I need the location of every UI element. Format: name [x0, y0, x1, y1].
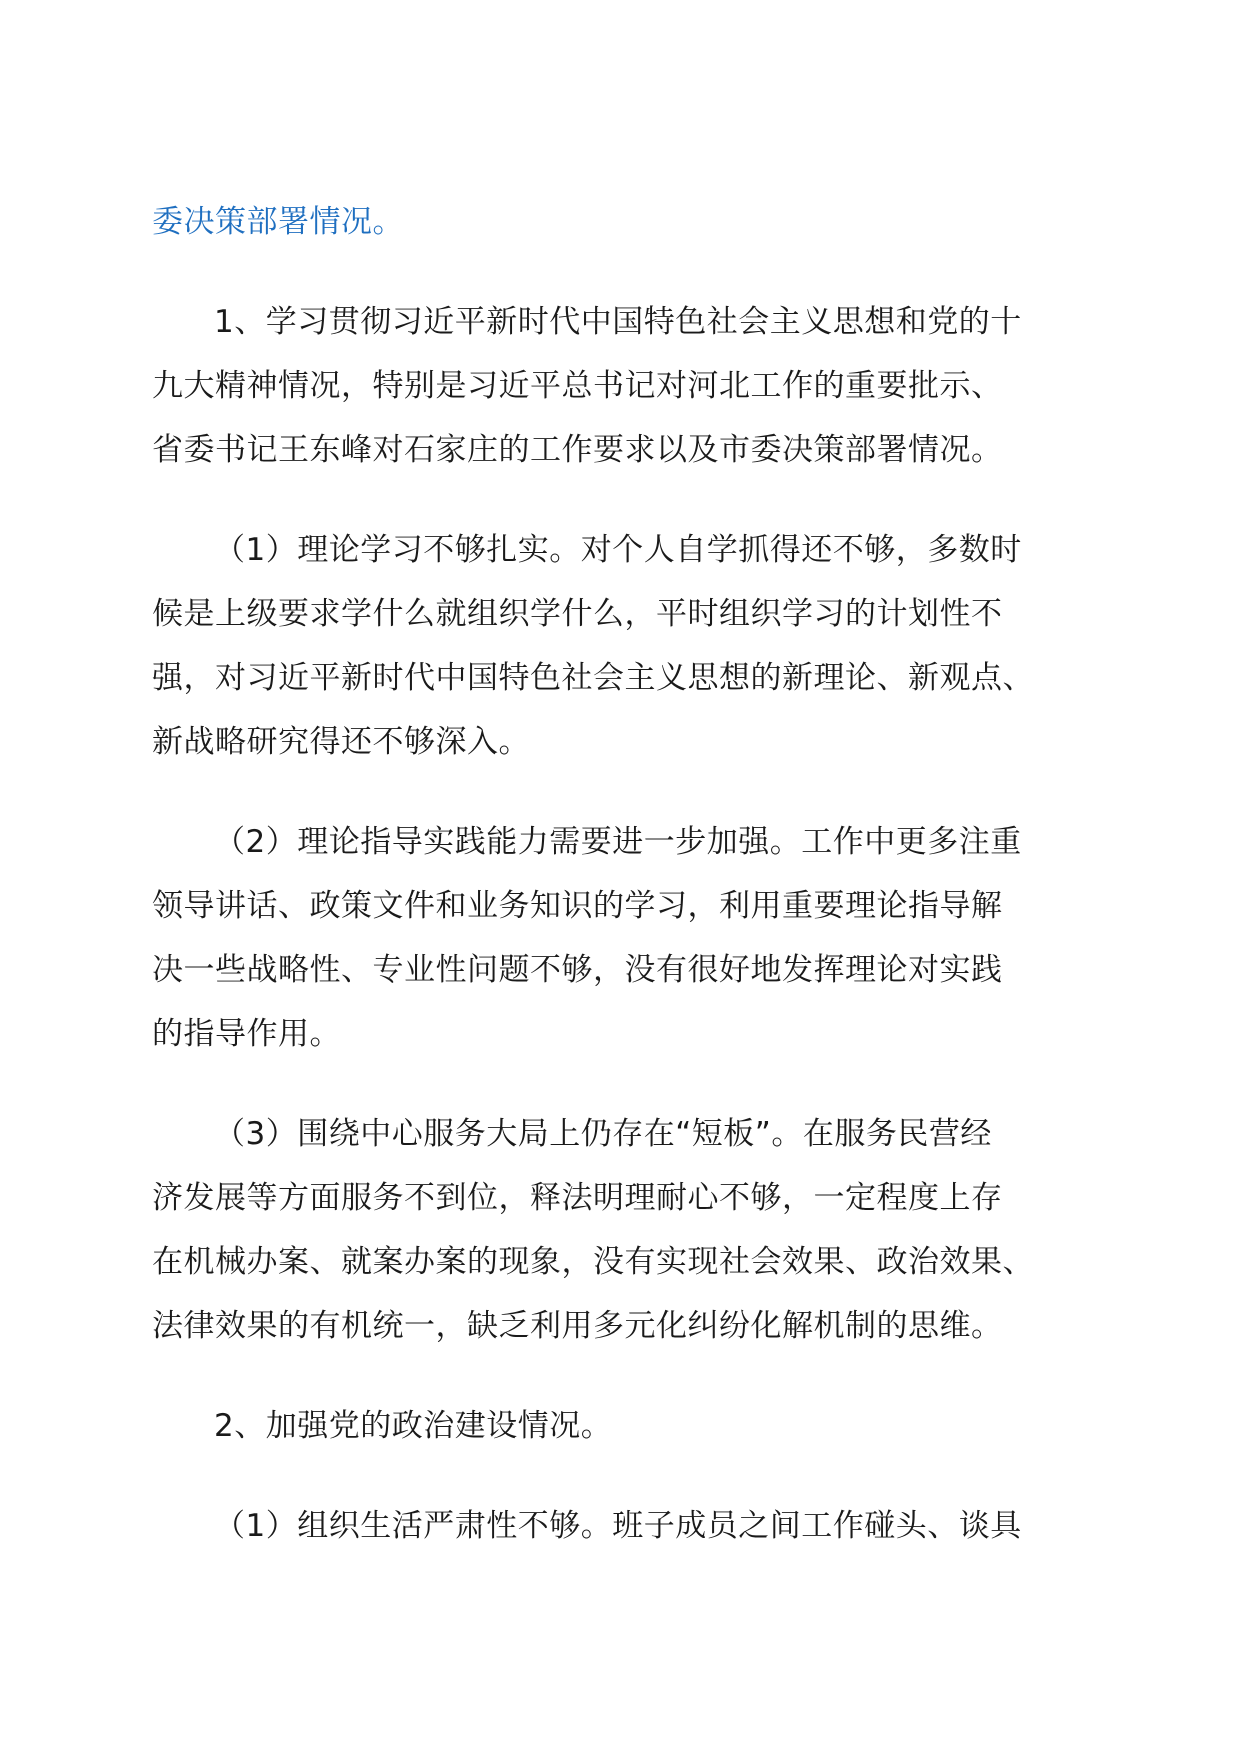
- paragraph-line: 法律效果的有机统一，缺乏利用多元化纠纷化解机制的思维。: [152, 1308, 1003, 1344]
- paragraph-line: 强，对习近平新时代中国特色社会主义思想的新理论、新观点、: [152, 660, 1034, 696]
- paragraph-gap: [152, 1458, 1102, 1494]
- paragraph-1-3: [152, 1102, 1102, 1358]
- paragraph-gap: [152, 774, 1102, 810]
- paragraph-line: 在机械办案、就案办案的现象，没有实现社会效果、政治效果、: [152, 1244, 1034, 1280]
- paragraph-line: 新战略研究得还不够深入。: [152, 724, 530, 760]
- lead-line: 委决策部署情况。: [152, 204, 404, 240]
- paragraph-line: 九大精神情况，特别是习近平总书记对河北工作的重要批示、: [152, 368, 1003, 404]
- paragraph-gap: [152, 1066, 1102, 1102]
- paragraph-gap: [152, 1358, 1102, 1394]
- document-body: [152, 190, 1102, 1558]
- paragraph-line: 省委书记王东峰对石家庄的工作要求以及市委决策部署情况。: [152, 432, 1003, 468]
- paragraph-line: 候是上级要求学什么就组织学什么，平时组织学习的计划性不: [152, 596, 1003, 632]
- paragraph-line: 的指导作用。: [152, 1016, 341, 1052]
- paragraph-line: 2、加强党的政治建设情况。: [214, 1408, 613, 1444]
- paragraph-line: 领导讲话、政策文件和业务知识的学习，利用重要理论指导解: [152, 888, 1003, 924]
- paragraph-line: （1）理论学习不够扎实。对个人自学抓得还不够，多数时: [214, 532, 1022, 568]
- paragraph-line: （2）理论指导实践能力需要进一步加强。工作中更多注重: [214, 824, 1022, 860]
- paragraph-line: 1、学习贯彻习近平新时代中国特色社会主义思想和党的十: [214, 304, 1022, 340]
- paragraph-gap: [152, 254, 1102, 290]
- paragraph-1: [152, 290, 1102, 482]
- paragraph-1-1: [152, 518, 1102, 774]
- paragraph-line: （1）组织生活严肃性不够。班子成员之间工作碰头、谈具: [214, 1508, 1022, 1544]
- paragraph-line: 决一些战略性、专业性问题不够，没有很好地发挥理论对实践: [152, 952, 1003, 988]
- paragraph-gap: [152, 482, 1102, 518]
- paragraph-2: [152, 1394, 1102, 1458]
- paragraph-1-2: [152, 810, 1102, 1066]
- paragraph-2-1: [152, 1494, 1102, 1558]
- paragraph-line: 济发展等方面服务不到位，释法明理耐心不够，一定程度上存: [152, 1180, 1003, 1216]
- paragraph-line: （3）围绕中心服务大局上仍存在“短板”。在服务民营经: [214, 1116, 992, 1152]
